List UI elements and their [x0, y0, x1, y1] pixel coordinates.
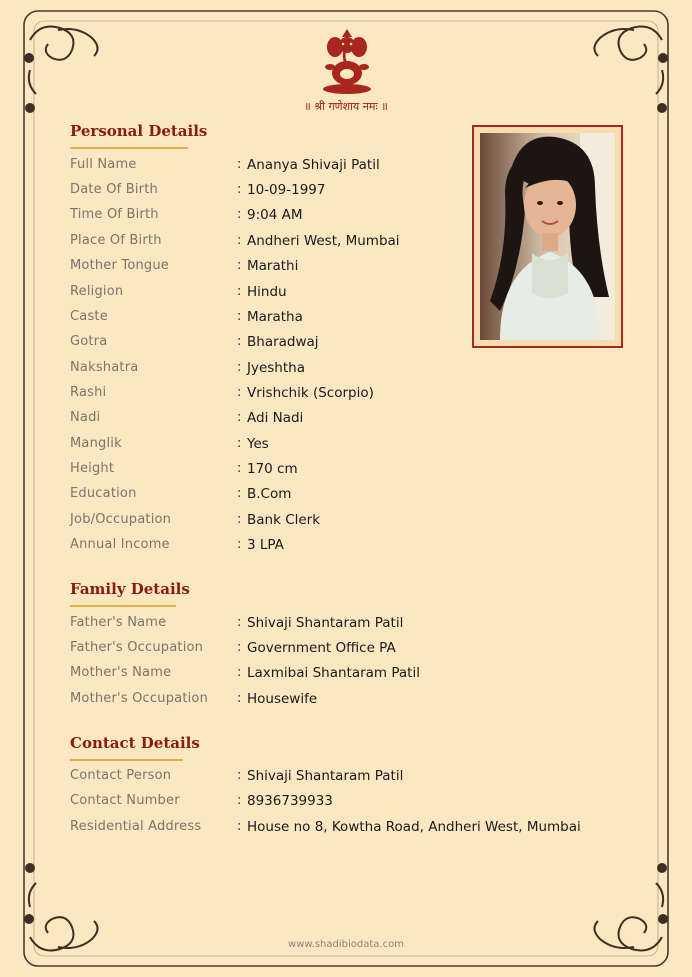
field-label: Place Of Birth	[70, 233, 162, 248]
field-label: Education	[70, 486, 137, 501]
field-label: Mother's Name	[70, 665, 172, 680]
field-separator: :	[237, 410, 242, 425]
field-value: 10-09-1997	[247, 182, 326, 198]
field-separator: :	[237, 640, 242, 655]
field-separator: :	[237, 461, 242, 476]
field-separator: :	[237, 157, 242, 172]
field-separator: :	[237, 512, 242, 527]
field-label: Caste	[70, 309, 108, 324]
field-separator: :	[237, 537, 242, 552]
field-label: Manglik	[70, 436, 122, 451]
field-label: Full Name	[70, 157, 137, 172]
field-value: Andheri West, Mumbai	[247, 233, 400, 249]
field-label: Annual Income	[70, 537, 170, 552]
ganesha-icon	[318, 27, 376, 95]
field-label: Residential Address	[70, 819, 202, 834]
row-rashi	[70, 385, 630, 405]
field-value: 3 LPA	[247, 537, 284, 553]
row-fathers-name	[70, 615, 630, 635]
field-value: Bank Clerk	[247, 512, 321, 528]
row-manglik	[70, 436, 630, 456]
field-value: Jyeshtha	[247, 360, 305, 376]
field-value: 8936739933	[247, 793, 333, 809]
field-value: Housewife	[247, 691, 318, 707]
corner-scroll-top-left-icon	[25, 27, 98, 113]
field-label: Religion	[70, 284, 124, 299]
personal-details-underline	[70, 147, 188, 149]
field-label: Height	[70, 461, 115, 476]
field-label: Father's Name	[70, 615, 167, 630]
field-separator: :	[237, 768, 242, 783]
field-separator: :	[237, 793, 242, 808]
field-label: Job/Occupation	[70, 512, 172, 527]
field-label: Time Of Birth	[70, 207, 159, 222]
field-value: Shivaji Shantaram Patil	[247, 615, 404, 631]
row-fathers-occupation	[70, 640, 630, 660]
field-value: House no 8, Kowtha Road, Andheri West, Mumbai	[247, 819, 581, 835]
corner-scroll-bottom-left-icon	[25, 864, 98, 951]
field-label: Nadi	[70, 410, 101, 425]
field-value: Government Office PA	[247, 640, 396, 656]
field-separator: :	[237, 284, 242, 299]
field-value: Hindu	[247, 284, 287, 300]
personal-details-title: Personal Details	[70, 122, 208, 140]
corner-scroll-bottom-right-icon	[594, 864, 667, 951]
field-label: Rashi	[70, 385, 107, 400]
field-separator: :	[237, 207, 242, 222]
row-education	[70, 486, 630, 506]
field-separator: :	[237, 360, 242, 375]
field-separator: :	[237, 334, 242, 349]
corner-scroll-top-right-icon	[594, 27, 667, 113]
row-height	[70, 461, 630, 481]
invocation-text: ॥ श्री गणेशाय नमः ॥	[304, 100, 388, 113]
row-mothers-name	[70, 665, 630, 685]
field-separator: :	[237, 182, 242, 197]
row-residential-address	[70, 819, 630, 839]
field-separator: :	[237, 233, 242, 248]
field-separator: :	[237, 486, 242, 501]
field-label: Mother Tongue	[70, 258, 169, 273]
profile-photo	[480, 133, 615, 340]
row-annual-income	[70, 537, 630, 557]
field-label: Mother's Occupation	[70, 691, 209, 706]
field-label: Date Of Birth	[70, 182, 158, 197]
family-details-title: Family Details	[70, 580, 190, 598]
field-value: Shivaji Shantaram Patil	[247, 768, 404, 784]
field-separator: :	[237, 691, 242, 706]
field-separator: :	[237, 309, 242, 324]
field-label: Gotra	[70, 334, 108, 349]
field-label: Contact Person	[70, 768, 172, 783]
field-value: Maratha	[247, 309, 303, 325]
contact-details-underline	[70, 759, 183, 761]
field-value: Adi Nadi	[247, 410, 304, 426]
field-separator: :	[237, 258, 242, 273]
field-value: 9:04 AM	[247, 207, 303, 223]
contact-details-title: Contact Details	[70, 734, 200, 752]
row-mothers-occupation	[70, 691, 630, 711]
field-value: Bharadwaj	[247, 334, 319, 350]
row-contact-number	[70, 793, 630, 813]
footer-website: www.shadibiodata.com	[288, 939, 404, 950]
field-separator: :	[237, 665, 242, 680]
field-separator: :	[237, 819, 242, 834]
field-label: Father's Occupation	[70, 640, 204, 655]
field-value: Laxmibai Shantaram Patil	[247, 665, 420, 681]
field-value: Vrishchik (Scorpio)	[247, 385, 374, 401]
field-value: 170 cm	[247, 461, 298, 477]
field-value: Marathi	[247, 258, 299, 274]
row-job-occupation	[70, 512, 630, 532]
field-label: Contact Number	[70, 793, 180, 808]
field-separator: :	[237, 385, 242, 400]
row-nakshatra	[70, 360, 630, 380]
field-separator: :	[237, 436, 242, 451]
field-value: B.Com	[247, 486, 292, 502]
family-details-underline	[70, 605, 176, 607]
profile-photo-frame	[472, 125, 623, 348]
field-value: Ananya Shivaji Patil	[247, 157, 380, 173]
field-label: Nakshatra	[70, 360, 139, 375]
row-nadi	[70, 410, 630, 430]
field-separator: :	[237, 615, 242, 630]
row-contact-person	[70, 768, 630, 788]
field-value: Yes	[247, 436, 269, 452]
